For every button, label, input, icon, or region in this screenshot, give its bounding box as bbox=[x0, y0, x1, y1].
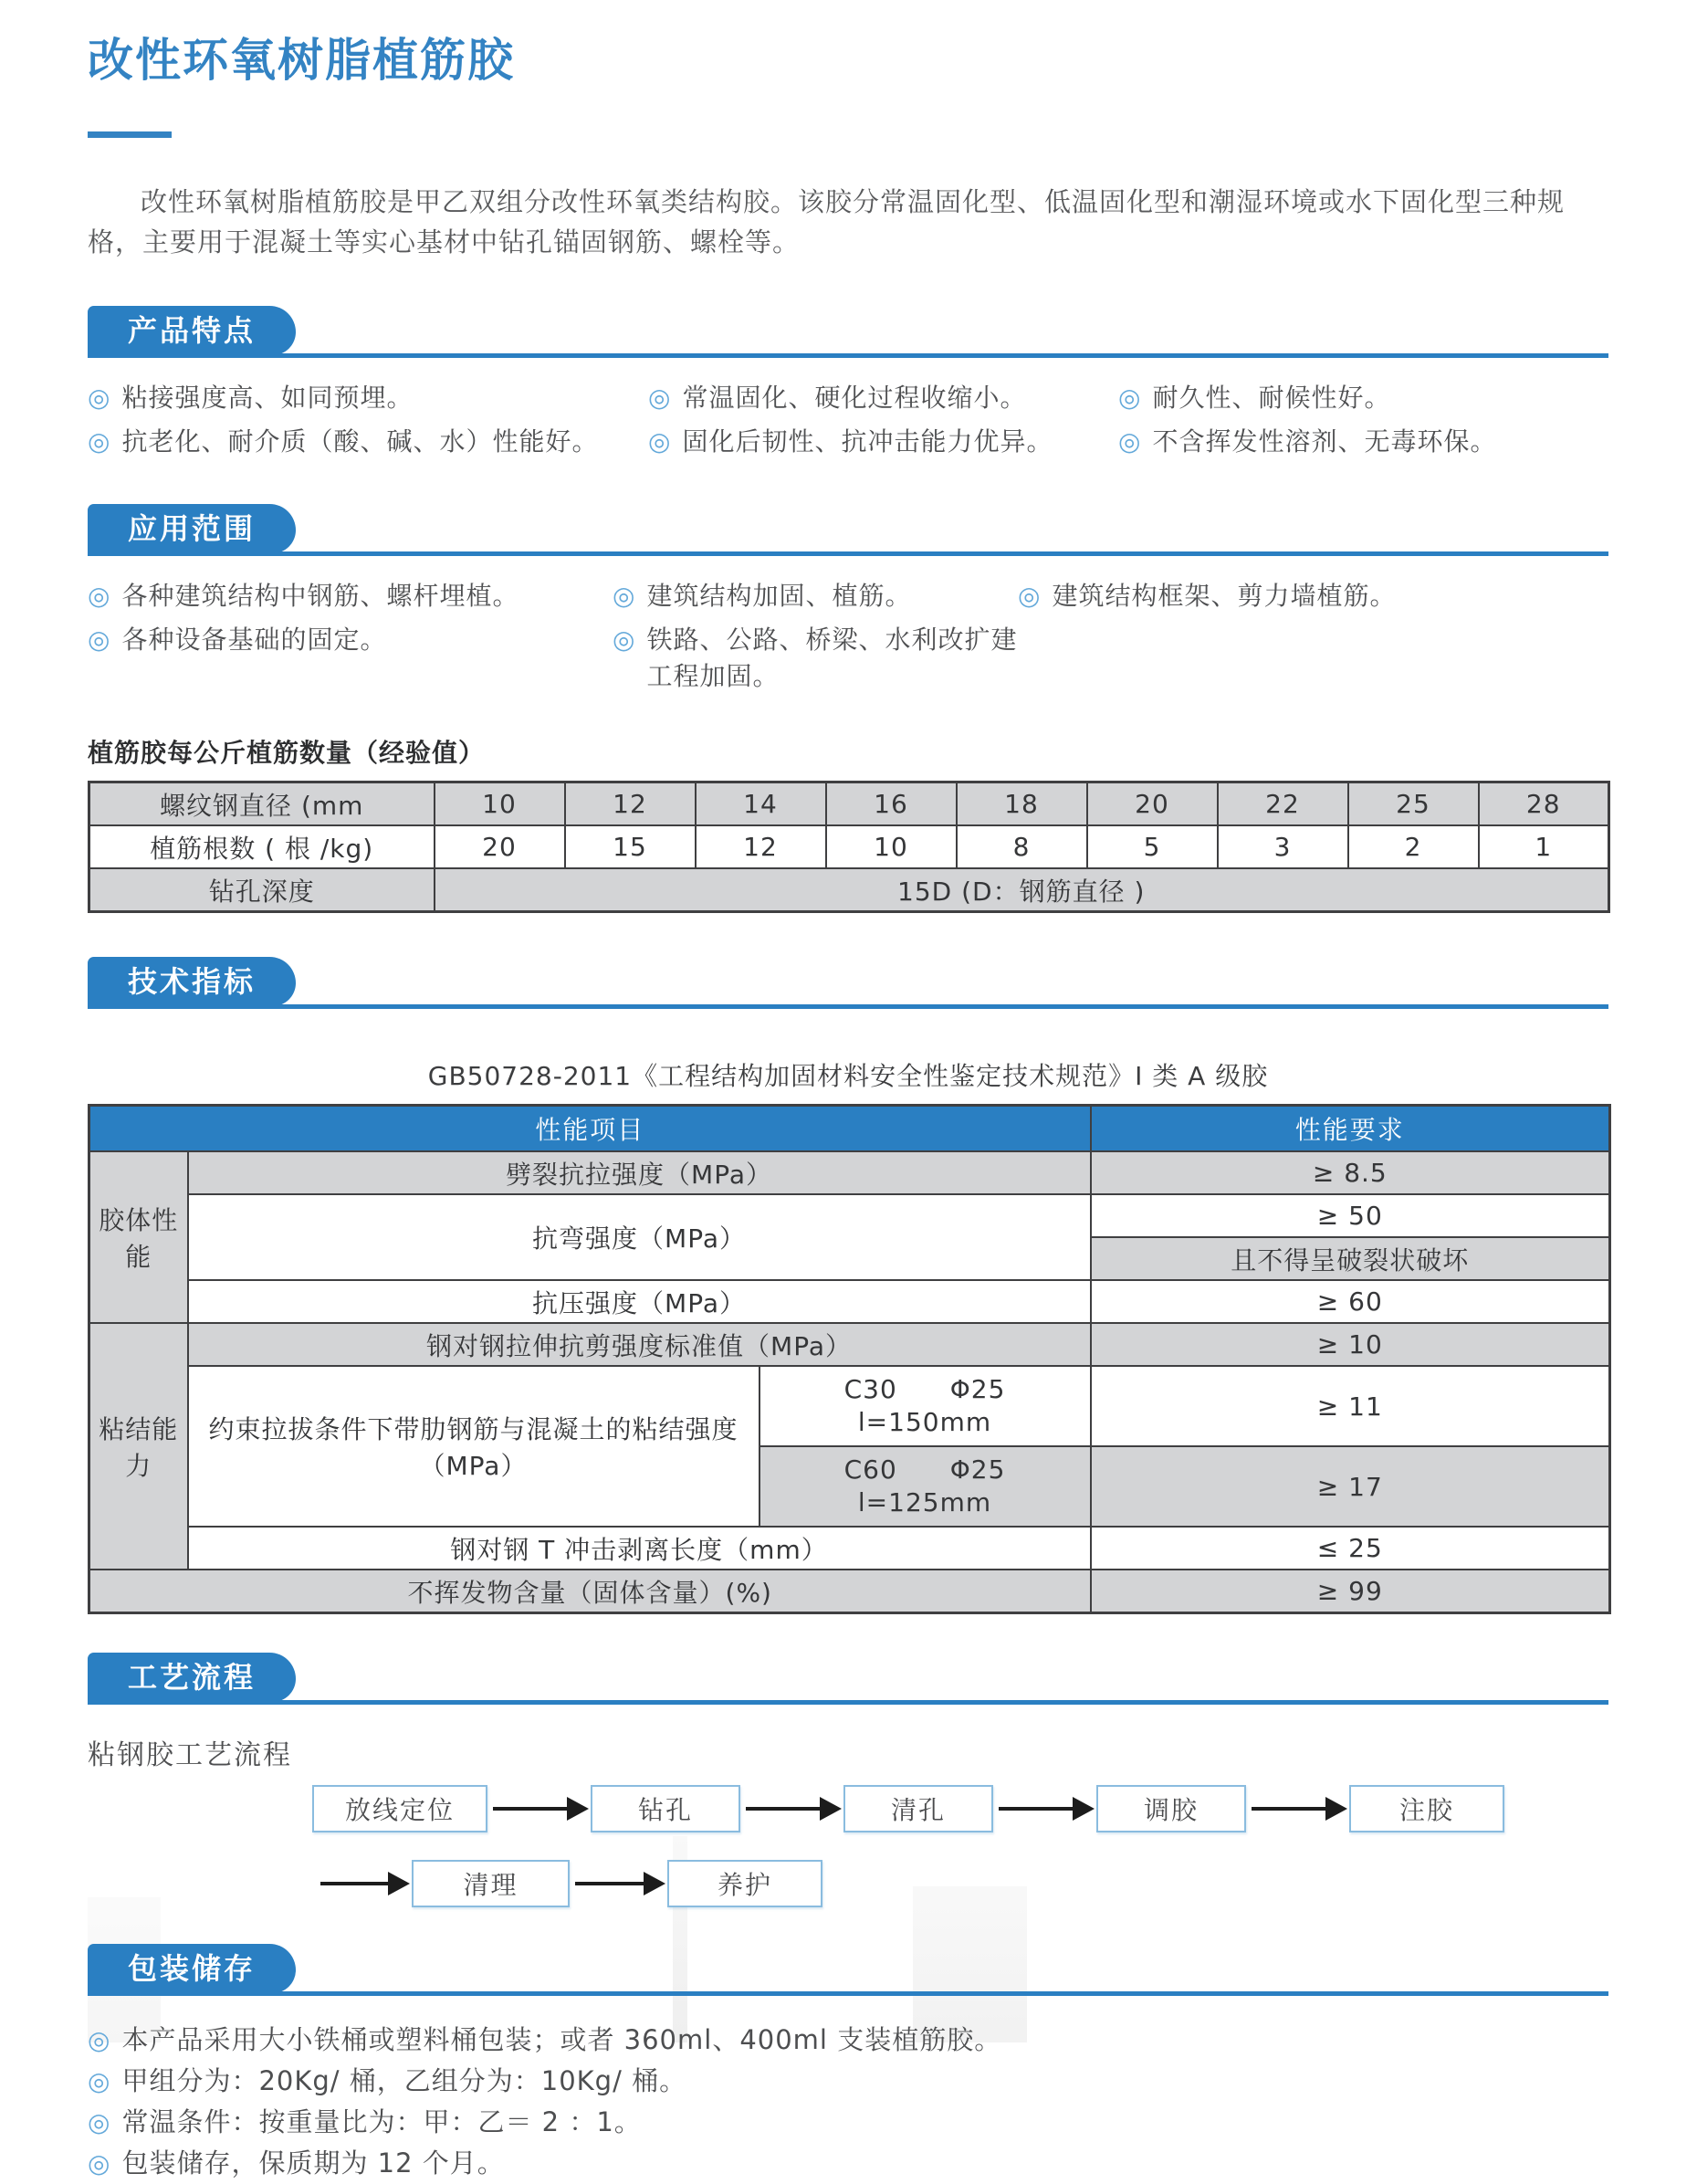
application-text: 各种设备基础的固定。 bbox=[121, 625, 387, 655]
section-rule bbox=[88, 353, 1608, 358]
flow-arrow-icon bbox=[487, 1787, 591, 1831]
flow-step-mix: 调胶 bbox=[1096, 1785, 1246, 1832]
condition-length: l=125mm bbox=[857, 1487, 992, 1517]
bullet-icon: ◎ bbox=[88, 383, 111, 413]
flow-arrow-icon bbox=[570, 1862, 667, 1906]
cell: 1 bbox=[1479, 825, 1609, 868]
feature-text: 粘接强度高、如同预埋。 bbox=[121, 383, 414, 413]
cell: 14 bbox=[696, 782, 826, 826]
section-header-features bbox=[88, 306, 1608, 358]
feature-item bbox=[88, 424, 648, 460]
table-row bbox=[89, 1570, 1610, 1613]
bullet-icon: ◎ bbox=[1018, 581, 1042, 611]
bullet-icon: ◎ bbox=[88, 2107, 111, 2137]
application-text: 建筑结构加固、植筋。 bbox=[646, 581, 912, 611]
cell: 10 bbox=[826, 825, 957, 868]
feature-item bbox=[1118, 424, 1608, 460]
feature-text: 抗老化、耐介质（酸、碱、水）性能好。 bbox=[121, 426, 599, 457]
section-badge-process: 工艺流程 bbox=[88, 1653, 296, 1702]
rebar-table-caption: 植筋胶每公斤植筋数量（经验值） bbox=[88, 738, 486, 768]
section-badge-packaging: 包装储存 bbox=[88, 1944, 296, 1993]
property-name: 钢对钢拉伸抗剪强度标准值（MPa） bbox=[188, 1323, 1091, 1366]
cell: 20 bbox=[435, 825, 565, 868]
property-name: 钢对钢 T 冲击剥离长度（mm） bbox=[188, 1527, 1091, 1570]
cell: 2 bbox=[1348, 825, 1479, 868]
tech-spec-table bbox=[88, 1104, 1611, 1614]
cell: 16 bbox=[826, 782, 957, 826]
cell: 28 bbox=[1479, 782, 1609, 826]
flow-row-1 bbox=[312, 1785, 1608, 1832]
flow-row-2 bbox=[315, 1860, 1608, 1907]
cell: 10 bbox=[435, 782, 565, 826]
property-requirement: ≥ 11 bbox=[1091, 1366, 1610, 1446]
group-label: 粘结能力 bbox=[89, 1323, 188, 1570]
packaging-text: 甲组分为：20Kg/ 桶，乙组分为：10Kg/ 桶。 bbox=[121, 2065, 687, 2096]
column-header-item: 性能项目 bbox=[89, 1106, 1091, 1152]
feature-item bbox=[1118, 380, 1608, 416]
property-name: 抗弯强度（MPa） bbox=[188, 1194, 1091, 1280]
packaging-text: 本产品采用大小铁桶或塑料桶包装；或者 360ml、400ml 支装植筋胶。 bbox=[121, 2024, 1002, 2055]
feature-text: 不含挥发性溶剂、无毒环保。 bbox=[1152, 426, 1497, 457]
table-row bbox=[89, 1151, 1610, 1194]
property-requirement: ≥ 10 bbox=[1091, 1323, 1610, 1366]
application-text: 各种建筑结构中钢筋、螺杆埋植。 bbox=[121, 581, 519, 611]
row-label: 植筋根数 ( 根 /kg) bbox=[89, 825, 435, 868]
cell: 20 bbox=[1087, 782, 1218, 826]
bullet-icon: ◎ bbox=[88, 426, 111, 457]
row-label: 钻孔深度 bbox=[89, 868, 435, 912]
feature-item bbox=[88, 380, 648, 416]
property-requirement: ≤ 25 bbox=[1091, 1527, 1610, 1570]
condition-spec: C30 Φ25 bbox=[843, 1374, 1006, 1404]
feature-item bbox=[648, 424, 1118, 460]
table-row bbox=[89, 1323, 1610, 1366]
flow-arrow-icon bbox=[315, 1862, 412, 1906]
bullet-icon: ◎ bbox=[88, 625, 111, 655]
table-row bbox=[89, 825, 1609, 868]
application-item bbox=[613, 622, 1018, 695]
flow-arrow-icon bbox=[993, 1787, 1096, 1831]
applications-list bbox=[88, 578, 1608, 695]
cell: 5 bbox=[1087, 825, 1218, 868]
property-name: 不挥发物含量（固体含量）(%) bbox=[89, 1570, 1091, 1613]
cell: 12 bbox=[696, 825, 826, 868]
flow-arrow-icon bbox=[740, 1787, 843, 1831]
title-underline bbox=[88, 131, 172, 138]
features-list bbox=[88, 380, 1608, 460]
section-header-applications bbox=[88, 504, 1608, 556]
property-requirement: ≥ 8.5 bbox=[1091, 1151, 1610, 1194]
packaging-item bbox=[88, 2020, 1608, 2061]
property-requirement: ≥ 99 bbox=[1091, 1570, 1610, 1613]
table-row bbox=[89, 868, 1609, 912]
section-rule bbox=[88, 1991, 1608, 1996]
property-name: 抗压强度（MPa） bbox=[188, 1280, 1091, 1323]
bullet-icon: ◎ bbox=[88, 2025, 111, 2055]
section-rule bbox=[88, 551, 1608, 556]
table-row bbox=[89, 1366, 1610, 1446]
condition-length: l=150mm bbox=[857, 1407, 992, 1437]
document-page bbox=[0, 24, 1697, 2184]
column-header-requirement: 性能要求 bbox=[1091, 1106, 1610, 1152]
table-row bbox=[89, 1280, 1610, 1323]
flow-step-inject: 注胶 bbox=[1349, 1785, 1504, 1832]
section-header-tech bbox=[88, 957, 1608, 1009]
packaging-text: 包装储存，保质期为 12 个月。 bbox=[121, 2147, 505, 2179]
section-header-packaging bbox=[88, 1944, 1608, 1996]
flow-step-cleanup: 清理 bbox=[412, 1860, 570, 1907]
condition-cell bbox=[759, 1366, 1091, 1446]
flow-arrow-icon bbox=[1246, 1787, 1349, 1831]
flow-step-layout: 放线定位 bbox=[312, 1785, 487, 1832]
property-name: 劈裂抗拉强度（MPa） bbox=[188, 1151, 1091, 1194]
property-requirement: ≥ 60 bbox=[1091, 1280, 1610, 1323]
cell: 25 bbox=[1348, 782, 1479, 826]
flow-step-clean-hole: 清孔 bbox=[843, 1785, 993, 1832]
packaging-item bbox=[88, 2143, 1608, 2184]
flow-step-drill: 钻孔 bbox=[591, 1785, 740, 1832]
bullet-icon: ◎ bbox=[648, 426, 672, 457]
section-badge-tech: 技术指标 bbox=[88, 957, 296, 1006]
condition-spec: C60 Φ25 bbox=[843, 1454, 1006, 1485]
property-requirement: 且不得呈破裂状破坏 bbox=[1091, 1237, 1610, 1280]
bullet-icon: ◎ bbox=[88, 581, 111, 611]
property-requirement: ≥ 17 bbox=[1091, 1446, 1610, 1527]
application-item bbox=[88, 622, 613, 695]
packaging-text: 常温条件：按重量比为：甲：乙＝ 2 ：1。 bbox=[121, 2106, 642, 2137]
section-rule bbox=[88, 1004, 1608, 1009]
application-item bbox=[88, 578, 613, 614]
feature-text: 耐久性、耐候性好。 bbox=[1152, 383, 1391, 413]
flow-step-cure: 养护 bbox=[667, 1860, 822, 1907]
cell: 12 bbox=[565, 782, 696, 826]
tech-table-caption: GB50728-2011《工程结构加固材料安全性鉴定技术规范》I 类 A 级胶 bbox=[427, 1061, 1269, 1091]
bullet-icon: ◎ bbox=[88, 2148, 111, 2179]
flow-subtitle: 粘钢胶工艺流程 bbox=[88, 1739, 292, 1771]
section-rule bbox=[88, 1700, 1608, 1705]
table-row bbox=[89, 1527, 1610, 1570]
section-badge-features: 产品特点 bbox=[88, 306, 296, 355]
packaging-item bbox=[88, 2061, 1608, 2102]
bullet-icon: ◎ bbox=[648, 383, 672, 413]
bullet-icon: ◎ bbox=[1118, 383, 1142, 413]
bullet-icon: ◎ bbox=[613, 581, 636, 611]
cell: 15 bbox=[565, 825, 696, 868]
application-item bbox=[1018, 578, 1608, 614]
feature-text: 常温固化、硬化过程收缩小。 bbox=[682, 383, 1027, 413]
section-badge-applications: 应用范围 bbox=[88, 504, 296, 553]
application-text: 建筑结构框架、剪力墙植筋。 bbox=[1052, 581, 1397, 611]
feature-text: 固化后韧性、抗冲击能力优异。 bbox=[682, 426, 1053, 457]
table-row bbox=[89, 1194, 1610, 1237]
table-row bbox=[89, 782, 1609, 826]
cell: 8 bbox=[957, 825, 1087, 868]
property-name: 约束拉拔条件下带肋钢筋与混凝土的粘结强度（MPa） bbox=[188, 1366, 759, 1527]
feature-item bbox=[648, 380, 1118, 416]
page-title: 改性环氧树脂植筋胶 bbox=[88, 34, 515, 87]
cell: 18 bbox=[957, 782, 1087, 826]
bullet-icon: ◎ bbox=[88, 2066, 111, 2096]
bullet-icon: ◎ bbox=[1118, 426, 1142, 457]
bullet-icon: ◎ bbox=[613, 625, 636, 655]
rebar-count-table bbox=[88, 781, 1610, 913]
group-label: 胶体性能 bbox=[89, 1151, 188, 1323]
application-text: 铁路、公路、桥梁、水利改扩建工程加固。 bbox=[646, 625, 1018, 691]
table-header-row bbox=[89, 1106, 1610, 1152]
packaging-item bbox=[88, 2102, 1608, 2143]
condition-cell bbox=[759, 1446, 1091, 1527]
application-item bbox=[613, 578, 1018, 614]
packaging-list bbox=[88, 2020, 1608, 2184]
cell: 3 bbox=[1218, 825, 1348, 868]
property-requirement: ≥ 50 bbox=[1091, 1194, 1610, 1237]
intro-paragraph: 改性环氧树脂植筋胶是甲乙双组分改性环氧类结构胶。该胶分常温固化型、低温固化型和潮湿环境或水下固化型三种规格，主要用于混凝土等实心基材中钻孔锚固钢筋、螺栓等。 bbox=[88, 186, 1566, 257]
row-label: 螺纹钢直径 (mm bbox=[89, 782, 435, 826]
section-header-process bbox=[88, 1653, 1608, 1705]
cell: 15D (D：钢筋直径 ) bbox=[435, 868, 1609, 912]
cell: 22 bbox=[1218, 782, 1348, 826]
